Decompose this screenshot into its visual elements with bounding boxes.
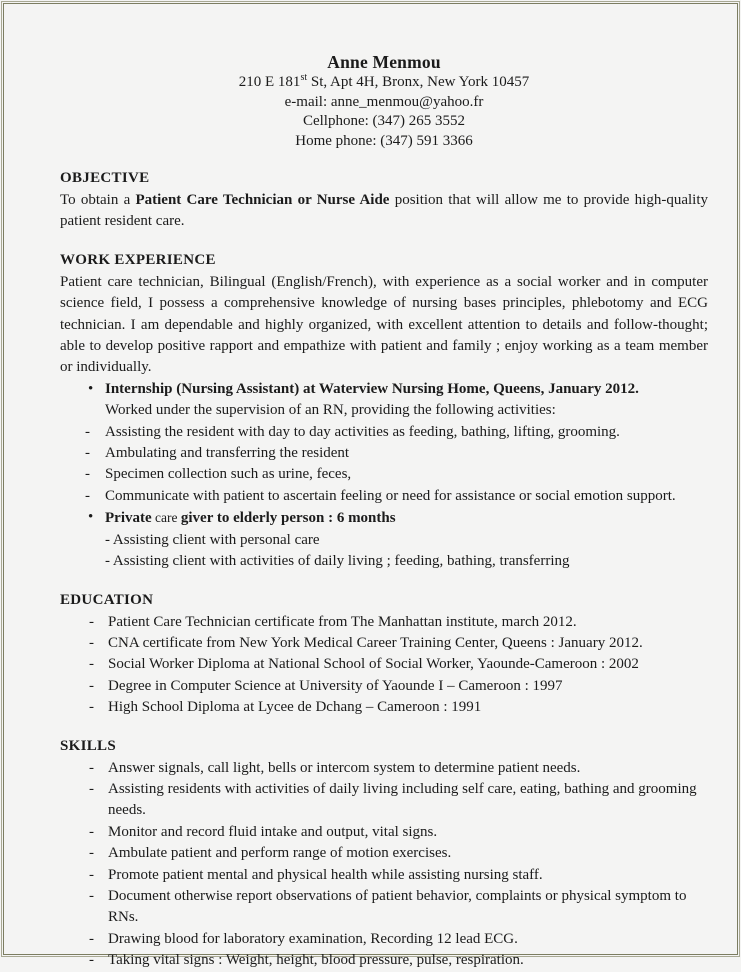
internship-duty-text: Assisting the resident with day to day activities as feeding, bathing, lifting, grooming. — [105, 423, 620, 440]
dash-icon: - — [89, 952, 94, 969]
dash-icon: - — [89, 823, 94, 840]
skill-item — [60, 758, 708, 779]
candidate-cellphone: Cellphone: (347) 265 3552 — [302, 113, 466, 129]
dash-icon: - — [89, 866, 94, 883]
skill-item — [60, 843, 708, 864]
candidate-address — [60, 73, 708, 93]
skill-item-text: Taking vital signs : Weight, height, blood pressure, pulse, respiration. — [108, 952, 524, 969]
objective-role-emphasis: Patient Care Technician or Nurse Aide — [135, 192, 390, 208]
work-experience-summary: Patient care technician, Bilingual (English/French), with experience as a social worker and in computer science field, I possess a comprehensive knowledge of nursing bases principles, phlebotomy and ECG technician. I am dependable and highly organized, with excellent attention to details and follow-thought; able to develop positive rapport and empathize with patient and family ; enjoy working as a team member or individually. — [60, 273, 708, 376]
skill-item-text: Promote patient mental and physical health while assisting nursing staff. — [108, 866, 543, 883]
skills-list — [60, 758, 708, 972]
dash-icon: - — [89, 613, 94, 630]
skill-item — [60, 950, 708, 971]
skill-item — [60, 822, 708, 843]
skill-item-text: Ambulate patient and perform range of motion exercises. — [108, 845, 452, 862]
candidate-home-phone: Home phone: (347) 591 3366 — [295, 132, 473, 149]
dash-icon: - — [89, 930, 94, 947]
skill-item-text: Monitor and record fluid intake and output, vital signs. — [108, 823, 438, 840]
skill-item-text: Drawing blood for laboratory examination, Recording 12 lead ECG. — [108, 930, 518, 947]
skill-item-text: Answer signals, call light, bells or intercom system to determine patient needs. — [108, 759, 581, 776]
objective-text — [60, 190, 708, 233]
dash-icon: - — [89, 780, 94, 797]
dash-icon: - — [85, 466, 90, 483]
education-list — [60, 612, 708, 719]
skill-item-text: Assisting residents with activities of daily living including self care, eating, bathing and grooming needs. — [108, 780, 697, 819]
skill-item — [60, 886, 708, 929]
candidate-name: Anne Menmou — [327, 52, 441, 72]
address-rest: St, Apt 4H, Bronx, New York 10457 — [307, 74, 530, 90]
work-experience-entry-private-care — [60, 507, 708, 529]
candidate-email: e-mail: anne_menmou@yahoo.fr — [284, 93, 484, 110]
private-care-title-lead: Private — [105, 510, 152, 527]
internship-duty-item — [60, 422, 708, 443]
skill-item — [60, 779, 708, 822]
objective-text-part2: position that will allow me to provide high-quality patient resident care. — [60, 192, 708, 230]
education-item-text: High School Diploma at Lycee de Dchang – Cameroon : 1991 — [108, 699, 482, 716]
dash-icon: - — [85, 445, 90, 462]
dash-icon: - — [89, 656, 94, 673]
address-ordinal-suffix: st — [300, 72, 308, 83]
internship-duty-text: Specimen collection such as urine, feces, — [105, 466, 352, 483]
education-item — [60, 697, 708, 718]
internship-subtitle: Worked under the supervision of an RN, providing the following activities: — [105, 402, 556, 419]
section-heading-objective: OBJECTIVE — [60, 170, 150, 186]
work-experience-entry-internship — [60, 379, 708, 400]
dash-icon: - — [85, 423, 90, 440]
education-item — [60, 676, 708, 697]
education-item — [60, 654, 708, 675]
dash-icon: - — [89, 759, 94, 776]
bullet-icon: • — [88, 380, 94, 397]
bullet-icon: • — [88, 509, 94, 526]
dash-icon: - — [85, 487, 90, 504]
work-experience-list — [60, 379, 708, 573]
dash-icon: - — [89, 634, 94, 651]
private-care-title-mid: care — [151, 510, 181, 526]
skill-item-text: Document otherwise report observations of patient behavior, complaints or physical symptom to RNs. — [108, 887, 687, 926]
dash-icon: - — [89, 887, 94, 904]
education-item-text: CNA certificate from New York Medical Career Training Center, Queens : January 2012. — [108, 634, 643, 651]
dash-icon: - — [89, 699, 94, 716]
skill-item — [60, 865, 708, 886]
internship-title: Internship (Nursing Assistant) at Waterview Nursing Home, Queens, January 2012. — [105, 380, 639, 397]
internship-duty-text: Communicate with patient to ascertain feeling or need for assistance or social emotion support. — [105, 487, 676, 504]
internship-duty-item — [60, 443, 708, 464]
education-item — [60, 612, 708, 633]
resume-header — [60, 0, 708, 151]
private-care-title-tail: giver to elderly person : 6 months — [180, 510, 396, 527]
internship-duty-item — [60, 486, 708, 507]
objective-text-part1: To obtain a — [60, 192, 136, 208]
private-care-duty-item: - Assisting client with personal care — [105, 531, 320, 548]
education-item-text: Social Worker Diploma at National School of Social Worker, Yaounde-Cameroon : 2002 — [108, 656, 639, 673]
dash-icon: - — [89, 845, 94, 862]
education-item — [60, 633, 708, 654]
private-care-duty-item: - Assisting client with activities of daily living ; feeding, bathing, transferring — [105, 553, 570, 570]
section-heading-education: EDUCATION — [60, 591, 154, 608]
section-heading-skills: SKILLS — [60, 737, 116, 754]
dash-icon: - — [89, 677, 94, 694]
resume-content — [60, 0, 708, 972]
section-heading-work-experience: WORK EXPERIENCE — [60, 251, 216, 268]
education-item-text: Patient Care Technician certificate from The Manhattan institute, march 2012. — [108, 613, 577, 630]
address-street-pre: 210 E 181 — [238, 74, 301, 90]
education-item-text: Degree in Computer Science at University of Yaounde I – Cameroon : 1997 — [108, 677, 563, 694]
internship-duty-text: Ambulating and transferring the resident — [105, 445, 350, 462]
internship-duty-item — [60, 464, 708, 485]
skill-item — [60, 929, 708, 950]
